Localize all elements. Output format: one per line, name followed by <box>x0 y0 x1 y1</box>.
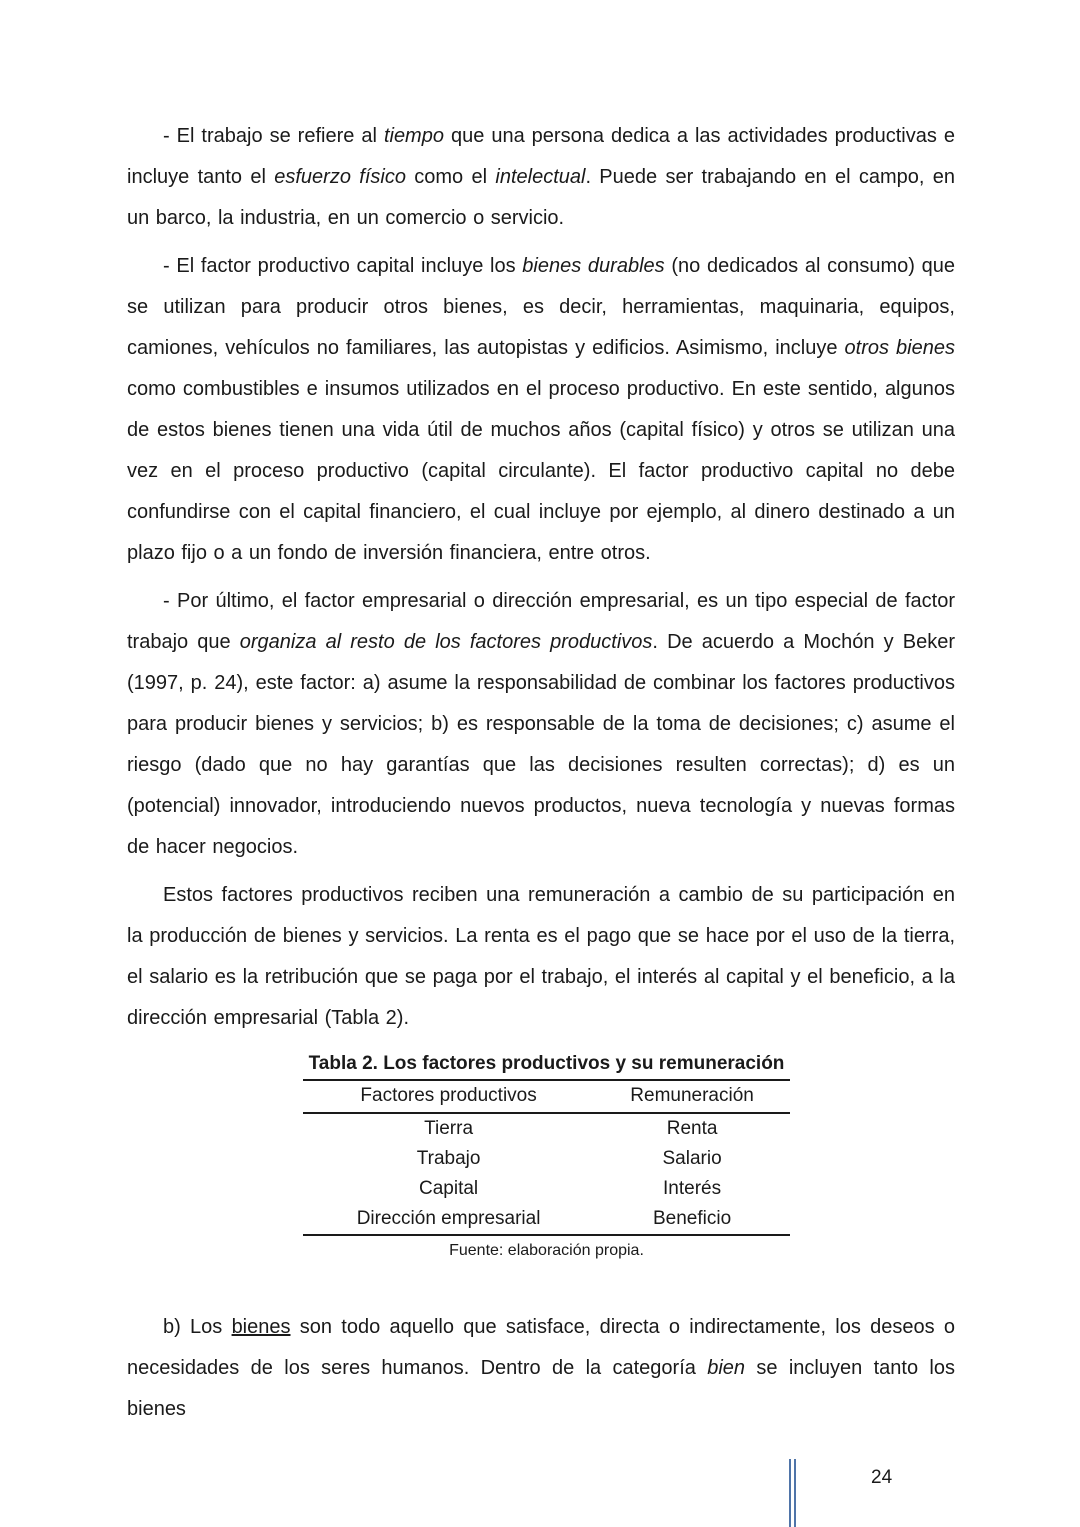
table-row <box>303 1113 790 1144</box>
table-title: Tabla 2. Los factores productivos y su remuneración <box>303 1051 790 1081</box>
paragraph-bienes: b) Los bienes son todo aquello que satisface, directa o indirectamente, los deseos o necesidades de los seres humanos. Dentro de la categoría bien se incluyen tanto los bienes <box>127 1316 955 1420</box>
paragraph-remuneracion: Estos factores productivos reciben una remuneración a cambio de su participación en la producción de bienes y servicios. La renta es el pago que se hace por el uso de la tierra, el salario es la retribución que se paga por el trabajo, el interés al capital y el beneficio, a la dirección empresarial (Tabla 2). <box>127 884 955 1029</box>
table-cell-factor: Capital <box>419 1178 479 1199</box>
page-content <box>127 116 955 1437</box>
paragraph-empresarial: - Por último, el factor empresarial o dirección empresarial, es un tipo especial de factor trabajo que organiza al resto de los factores productivos. De acuerdo a Mochón y Beker (1997, p. 24), este factor: a) asume la responsabilidad de combinar los factores productivos para producir bienes y servicios; b) es responsable de la toma de decisiones; c) asume el riesgo (dado que no hay garantías que las decisiones resulten correctas); d) es un (potencial) innovador, introduciendo nuevos productos, nueva tecnología y nuevas formas de hacer negocios. <box>127 590 955 858</box>
table-header-row <box>303 1081 790 1113</box>
table-cell-remuneracion: Interés <box>663 1178 722 1199</box>
table-cell-remuneracion: Renta <box>666 1118 718 1139</box>
table-header-factores: Factores productivos <box>303 1081 594 1113</box>
table-row <box>303 1144 790 1174</box>
table-cell-factor: Trabajo <box>416 1148 481 1169</box>
table-cell-remuneracion: Beneficio <box>652 1208 732 1229</box>
table-row <box>303 1174 790 1204</box>
table-row <box>303 1204 790 1235</box>
footer-divider-line <box>789 1459 796 1527</box>
paragraph-trabajo: - El trabajo se refiere al tiempo que una persona dedica a las actividades productivas e incluye tanto el esfuerzo físico como el intelectual. Puede ser trabajando en el campo, en un barco, la industria, en un comercio o servicio. <box>127 125 955 229</box>
table-cell-factor: Tierra <box>424 1118 474 1139</box>
table-header-remuneracion: Remuneración <box>594 1081 790 1113</box>
paragraph-capital: - El factor productivo capital incluye los bienes durables (no dedicados al consumo) que se utilizan para producir otros bienes, es decir, herramientas, maquinaria, equipos, camiones, vehículos no familiares, las autopistas y edificios. Asimismo, incluye otros bienes como combustibles e insumos utilizados en el proceso productivo. En este sentido, algunos de estos bienes tienen una vida útil de muchos años (capital físico) y otros se utilizan una vez en el proceso productivo (capital circulante). El factor productivo capital no debe confundirse con el capital financiero, el cual incluye por ejemplo, al dinero destinado a un plazo fijo o a un fondo de inversión financiera, entre otros. <box>127 255 955 564</box>
table-cell-factor: Dirección empresarial <box>356 1208 541 1229</box>
table-source-caption: Fuente: elaboración propia. <box>449 1242 644 1259</box>
table-block <box>303 1051 790 1261</box>
table-cell-remuneracion: Salario <box>662 1148 722 1169</box>
factores-productivos-table <box>303 1081 790 1236</box>
page-number: 24 <box>871 1467 893 1488</box>
